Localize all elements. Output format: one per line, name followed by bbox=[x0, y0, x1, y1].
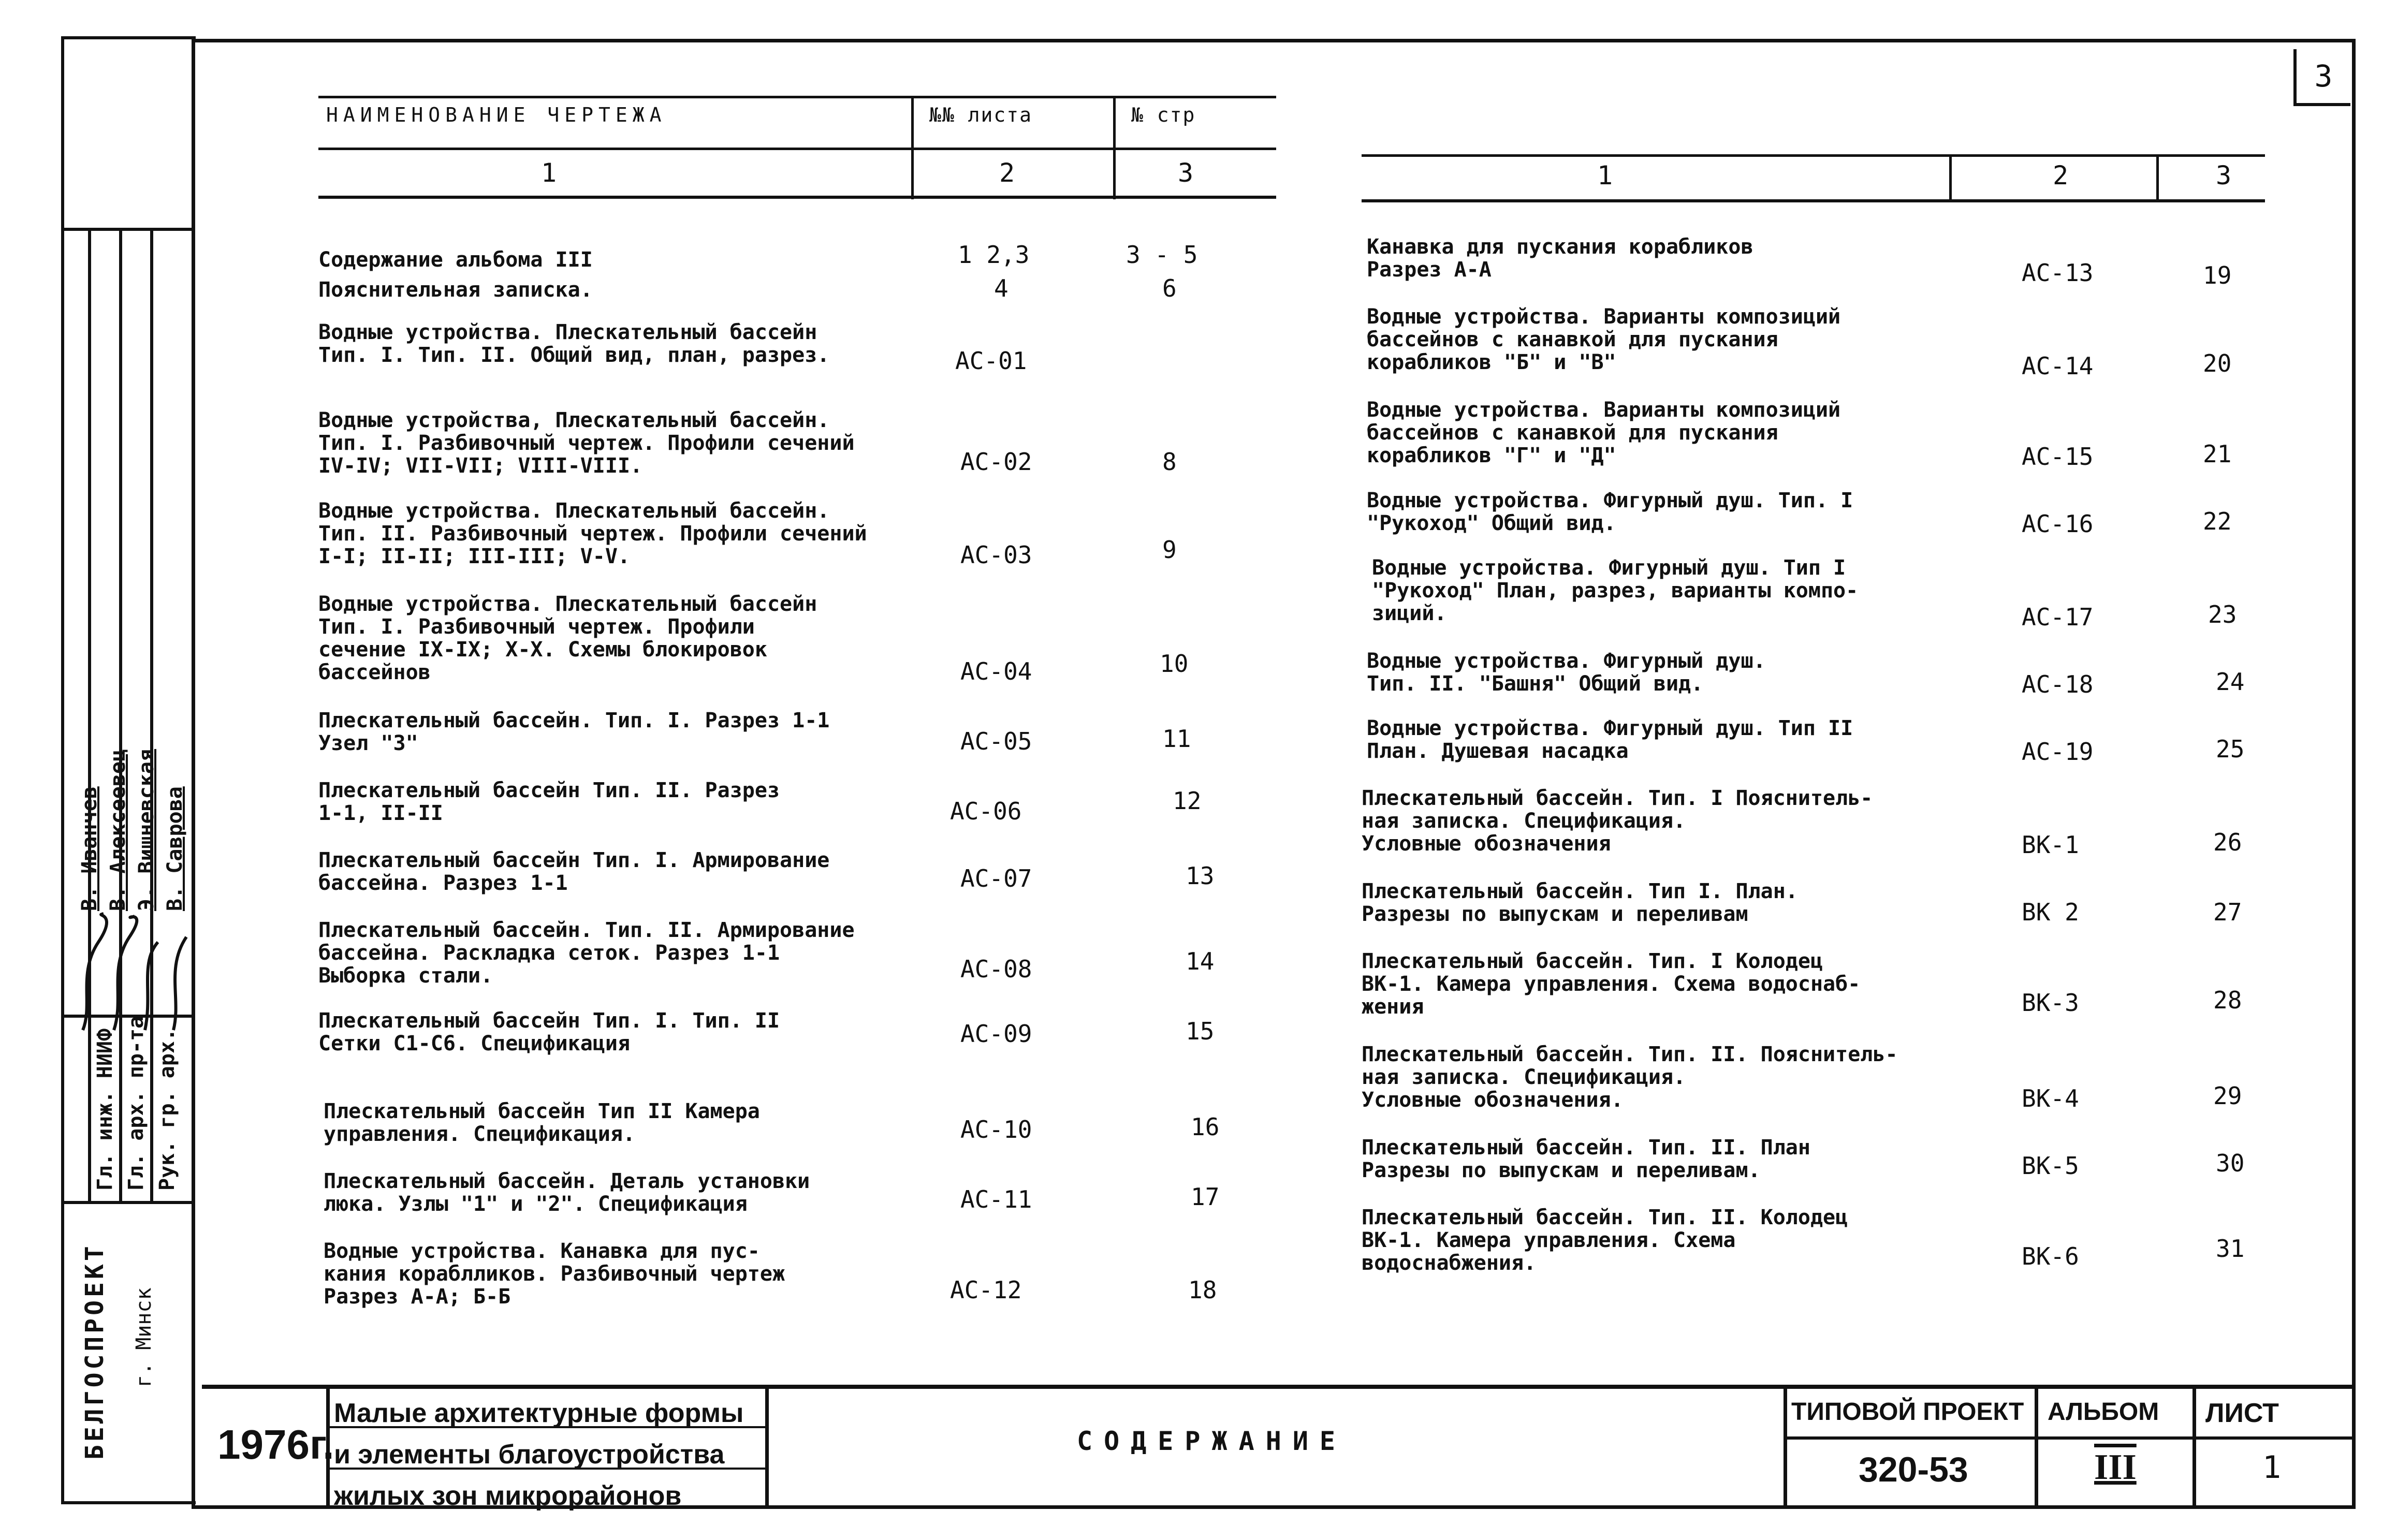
year: 1976г. bbox=[217, 1421, 334, 1468]
drawing-title: Водные устройства. Варианты композиций бассейнов с канавкой для пускания корабликов "Б" и "В" bbox=[1367, 305, 1841, 374]
drawing-title: Плескательный бассейн. Деталь установки люка. Узлы "1" и "2". Спецификация bbox=[324, 1169, 810, 1216]
title-block-rule bbox=[2035, 1385, 2038, 1509]
title-block-rule bbox=[1784, 1436, 2356, 1440]
sidebar-line bbox=[119, 228, 122, 1201]
page-ref: 19 bbox=[2203, 261, 2232, 289]
drawing-title: Плескательный бассейн Тип. II. Разрез 1-1, II-II bbox=[318, 779, 780, 825]
drawing-title: Водные устройства. Плескательный бассейн Тип. I. Разбивочный чертеж. Профили сечение IX-IX; X-X. Схемы блокировок бассейнов bbox=[318, 592, 817, 684]
sheet-ref: ВК-5 bbox=[2022, 1152, 2079, 1180]
organization-name: БЕЛГОСПРОЕКТ bbox=[80, 1243, 109, 1460]
drawing-title: Водные устройства. Фигурный душ. Тип. I "Рукоход" Общий вид. bbox=[1367, 489, 1853, 535]
page-ref: 12 bbox=[1173, 787, 1202, 815]
header-name: НАИМЕНОВАНИЕ ЧЕРТЕЖА bbox=[326, 104, 667, 126]
drawing-title: Плескательный бассейн Тип. I. Армирование бассейна. Разрез 1-1 bbox=[318, 848, 830, 895]
page-ref: 11 bbox=[1162, 725, 1191, 753]
role-label: Рук. гр. арх. bbox=[155, 1028, 179, 1191]
page-ref: 20 bbox=[2203, 349, 2232, 377]
column-number: 3 bbox=[1178, 158, 1194, 188]
page-ref: 9 bbox=[1162, 536, 1177, 564]
sheet-ref: АС-13 bbox=[2022, 259, 2094, 287]
sheet-ref: АС-15 bbox=[2022, 443, 2094, 471]
drawing-title: Плескательный бассейн. Тип. II. План Разрезы по выпускам и переливам. bbox=[1362, 1136, 1810, 1182]
sidebar-line bbox=[150, 228, 153, 1201]
drawing-title: Водные устройства, Плескательный бассейн. Тип. I. Разбивочный чертеж. Профили сечений IV-IV; VII-VII; VIII-VIII. bbox=[318, 408, 855, 478]
sheet-ref: ВК-3 bbox=[2022, 989, 2079, 1017]
sheet-ref: АС-09 bbox=[960, 1020, 1032, 1048]
page-ref: 28 bbox=[2213, 986, 2242, 1014]
drawing-title: Плескательный бассейн. Тип I. План. Разрезы по выпускам и переливам bbox=[1362, 879, 1798, 926]
outer-bottom-border bbox=[61, 1501, 196, 1504]
page-ref: 13 bbox=[1186, 862, 1215, 890]
page-ref: 29 bbox=[2213, 1082, 2242, 1110]
column-number: 2 bbox=[999, 158, 1015, 188]
sheet-ref: АС-04 bbox=[960, 657, 1032, 685]
sheet-value: 1 bbox=[2262, 1449, 2282, 1486]
page-ref: 8 bbox=[1162, 448, 1177, 476]
person-name: В. Иванчев bbox=[78, 786, 101, 911]
sheet-ref: ВК-6 bbox=[2022, 1242, 2079, 1270]
person-name: В. Саврова bbox=[163, 786, 187, 911]
outer-top-border bbox=[61, 36, 196, 39]
sheet-ref: ВК-4 bbox=[2022, 1084, 2079, 1112]
page-ref: 23 bbox=[2208, 600, 2237, 628]
page-ref: 24 bbox=[2216, 668, 2245, 696]
sidebar-line bbox=[61, 228, 193, 231]
drawing-title: Плескательный бассейн. Тип. II. Пояснитель- ная записка. Спецификация. Условные обозначения. bbox=[1362, 1043, 1898, 1112]
page-ref: 14 bbox=[1186, 947, 1215, 975]
sheet-ref: ВК 2 bbox=[2022, 898, 2079, 926]
table-rule bbox=[318, 148, 1276, 150]
page-ref: 31 bbox=[2216, 1235, 2245, 1263]
drawing-title: Водные устройства. Фигурный душ. Тип. II. "Башня" Общий вид. bbox=[1367, 649, 1766, 696]
column-number: 1 bbox=[1597, 160, 1613, 190]
page-ref: 25 bbox=[2216, 735, 2245, 763]
drawing-title: Водные устройства. Плескательный бассейн Тип. I. Тип. II. Общий вид, план, разрез. bbox=[318, 320, 830, 367]
page-ref: 22 bbox=[2203, 507, 2232, 535]
page-ref: 16 bbox=[1191, 1113, 1220, 1141]
sheet-ref: АС-06 bbox=[950, 797, 1022, 825]
drawing-title: Плескательный бассейн. Тип. I. Разрез 1-1 Узел "3" bbox=[318, 709, 830, 755]
sheet-label: ЛИСТ bbox=[2205, 1398, 2279, 1428]
page-ref: 30 bbox=[2216, 1149, 2245, 1177]
page-ref: 18 bbox=[1188, 1276, 1217, 1304]
column-number: 1 bbox=[541, 158, 557, 188]
sheet-number: 3 bbox=[2293, 49, 2350, 106]
table-rule bbox=[1949, 154, 1952, 202]
album-label: АЛЬБОМ bbox=[2048, 1398, 2159, 1426]
header-page: № стр bbox=[1131, 104, 1196, 126]
signatures bbox=[62, 911, 192, 1035]
person-name: В. Алексеевец bbox=[106, 749, 130, 911]
sheet-ref: 1 2,3 bbox=[958, 241, 1030, 269]
drawing-title: Водные устройства. Фигурный душ. Тип I "Рукоход" План, разрез, варианты компо- зиций. bbox=[1372, 556, 1859, 625]
table-rule bbox=[318, 96, 1276, 98]
drawing-title: Плескательный бассейн. Тип. II. Колодец ВК-1. Камера управления. Схема водоснабжения. bbox=[1362, 1206, 1848, 1275]
title-block-rule bbox=[2193, 1385, 2196, 1509]
page-ref: 26 bbox=[2213, 828, 2242, 856]
table-rule bbox=[1362, 154, 2265, 157]
role-label: Гл. арх. пр-та bbox=[124, 1016, 148, 1191]
page-ref: 3 - 5 bbox=[1126, 241, 1198, 269]
drawing-title: Плескательный бассейн. Тип. I Колодец ВК-1. Камера управления. Схема водоснаб- жения bbox=[1362, 949, 1861, 1019]
sheet-ref: АС-18 bbox=[2022, 670, 2094, 698]
sheet-ref: 4 bbox=[994, 274, 1009, 302]
sheet-ref: АС-19 bbox=[2022, 738, 2094, 766]
album-number: III bbox=[2094, 1447, 2137, 1487]
outer-left-border bbox=[61, 36, 64, 1501]
sidebar-line bbox=[61, 1201, 193, 1204]
drawing-title: Плескательный бассейн. Тип. I Пояснитель- ная записка. Спецификация. Условные обозначения bbox=[1362, 786, 1873, 856]
project-title: Малые архитектурные формы и элементы благоустройства жилых зон микрорайонов bbox=[334, 1398, 744, 1511]
page-ref: 17 bbox=[1191, 1183, 1220, 1211]
column-number: 3 bbox=[2216, 160, 2232, 190]
sheet-ref: АС-08 bbox=[960, 955, 1032, 983]
table-rule bbox=[1362, 199, 2265, 202]
person-name: Э. Вишневская bbox=[135, 749, 158, 911]
drawing-title: Водные устройства. Фигурный душ. Тип II План. Душевая насадка bbox=[1367, 716, 1853, 763]
role-label: Гл. инж. НИИФ bbox=[93, 1028, 117, 1191]
column-number: 2 bbox=[2053, 160, 2069, 190]
table-rule bbox=[2156, 154, 2159, 202]
sheet-ref: АС-10 bbox=[960, 1116, 1032, 1143]
table-rule bbox=[1113, 96, 1116, 199]
sheet-title: СОДЕРЖАНИЕ bbox=[1077, 1426, 1347, 1456]
sheet-ref: ВК-1 bbox=[2022, 831, 2079, 859]
sheet-ref: АС-02 bbox=[960, 448, 1032, 476]
drawing-title: Плескательный бассейн Тип II Камера управления. Спецификация. bbox=[324, 1099, 760, 1146]
sheet-ref: АС-16 bbox=[2022, 510, 2094, 538]
city-name: г. Минск bbox=[132, 1287, 156, 1387]
sheet-ref: АС-11 bbox=[960, 1185, 1032, 1213]
page-ref: 6 bbox=[1162, 274, 1177, 302]
sheet-ref: АС-17 bbox=[2022, 603, 2094, 631]
drawing-title: Плескательный бассейн Тип. I. Тип. II Сетки С1-С6. Спецификация bbox=[318, 1009, 780, 1055]
drawing-title: Водные устройства. Варианты композиций бассейнов с канавкой для пускания корабликов "Г" и "Д" bbox=[1367, 398, 1841, 467]
sheet-ref: АС-07 bbox=[960, 864, 1032, 892]
table-rule bbox=[318, 196, 1276, 199]
page-ref: 10 bbox=[1160, 650, 1189, 678]
sheet-ref: АС-12 bbox=[950, 1276, 1022, 1304]
table-rule bbox=[911, 96, 914, 199]
drawing-title: Водные устройства. Плескательный бассейн. Тип. II. Разбивочный чертеж. Профили сечений I-I; II-II; III-III; V-V. bbox=[318, 499, 867, 568]
sheet-ref: АС-05 bbox=[960, 727, 1032, 755]
drawing-title: Водные устройства. Канавка для пус- кания кораблликов. Разбивочный чертеж Разрез А-А; Б-Б bbox=[324, 1239, 785, 1309]
title-block-rule bbox=[202, 1385, 2356, 1389]
title-block-rule bbox=[765, 1385, 769, 1509]
drawing-title: Канавка для пускания корабликов Разрез А-А bbox=[1367, 235, 1753, 282]
page-ref: 21 bbox=[2203, 440, 2232, 468]
drawing-title: Плескательный бассейн. Тип. II. Армирование бассейна. Раскладка сеток. Разрез 1-1 Выборка стали. bbox=[318, 918, 855, 988]
title-block-rule bbox=[1784, 1385, 1787, 1509]
sheet-ref: АС-14 bbox=[2022, 352, 2094, 380]
sidebar-line bbox=[88, 228, 91, 1201]
typical-project-label: ТИПОВОЙ ПРОЕКТ bbox=[1791, 1398, 2024, 1426]
page-ref: 15 bbox=[1186, 1017, 1215, 1045]
drawing-title: Пояснительная записка. bbox=[318, 278, 593, 302]
drawing-title: Содержание альбома III bbox=[318, 248, 593, 272]
page-ref: 27 bbox=[2213, 898, 2242, 926]
typical-project-number: 320-53 bbox=[1859, 1450, 1968, 1489]
sheet-ref: АС-03 bbox=[960, 541, 1032, 569]
sheet-ref: АС-01 bbox=[955, 347, 1027, 375]
header-sheet: №№ листа bbox=[929, 104, 1033, 126]
